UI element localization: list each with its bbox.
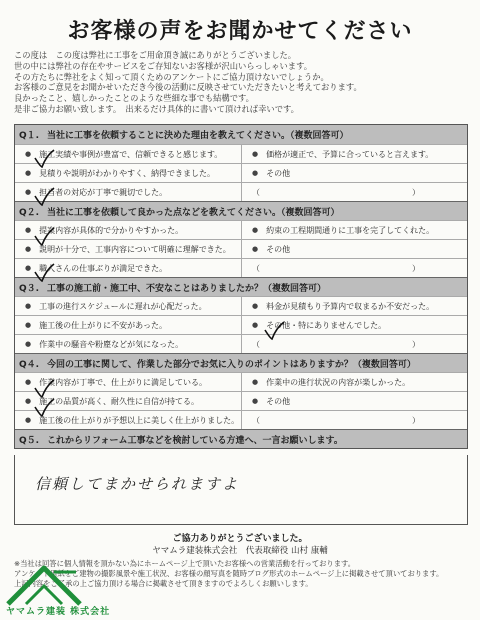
question-text: 工事の施工前・施工中、不安なことはありましたか？（複数回答可）: [47, 283, 327, 294]
option-label: 説明が十分で、工事内容について明確に理解できた。: [39, 244, 231, 254]
option-bullet-icon: ●: [25, 416, 32, 424]
intro-line: お客様のご意見をお聞かせいただき今後の活動に反映させていただきたいと考えております。: [14, 82, 362, 93]
option-checkbox[interactable]: [15, 164, 241, 182]
option-bullet-icon: ●: [25, 302, 32, 310]
option-label: 担当者の対応が丁寧で親切でした。: [39, 187, 168, 197]
thanks-message: ご協力ありがとうございました。: [172, 534, 308, 544]
option-label: 価格が適正で、予算に合っていると言えます。: [266, 149, 434, 159]
option-label: 工事の進行スケジュールに遅れが心配だった。: [39, 301, 207, 311]
option-bullet-icon: ●: [25, 150, 32, 158]
option-checkbox[interactable]: [15, 259, 241, 277]
question-number: Q２.: [19, 207, 40, 218]
other-input-field[interactable]: [241, 335, 467, 353]
footer-note-line: ※当社は回答に個人情報を頂かない為にホームページ上で頂いたお客様への営業活動を行っております。: [14, 559, 356, 568]
option-label: 料金が見積もり予算内で収まるか不安だった。: [266, 301, 435, 311]
intro-text: [14, 50, 434, 115]
footer-note-line: 上記内容をご了承の上ご協力頂ける場合に掲載させて頂きますのでよろしくお願いします。: [14, 579, 313, 588]
option-bullet-icon: ●: [252, 226, 259, 234]
option-bullet-icon: ●: [25, 397, 32, 405]
survey-title: お客様の声をお聞かせてください: [67, 19, 413, 44]
intro-line: その方たちに弊社をよく知って頂くためのアンケートにご協力頂けないでしょうか。: [14, 71, 329, 82]
option-row: [15, 372, 467, 391]
question-number: Q５.: [19, 435, 40, 446]
other-input-field[interactable]: [241, 411, 467, 429]
option-checkbox[interactable]: [15, 411, 241, 429]
option-label: その他: [266, 396, 291, 406]
other-input-parens: （ ）: [252, 187, 420, 197]
question-header-q1: [15, 125, 467, 144]
option-row: [15, 410, 467, 429]
option-checkbox[interactable]: [241, 240, 467, 258]
option-checkbox[interactable]: [15, 240, 241, 258]
question-header-q4: [15, 353, 467, 372]
option-bullet-icon: ●: [25, 378, 32, 386]
other-input-parens: （ ）: [252, 415, 420, 425]
option-row: [15, 239, 467, 258]
option-row: [15, 296, 467, 315]
option-checkbox[interactable]: [241, 392, 467, 410]
option-checkbox[interactable]: [241, 164, 467, 182]
option-row: [15, 163, 467, 182]
option-checkbox[interactable]: [15, 392, 241, 410]
question-text: 今回の工事に関して、作業した部分でお気に入りのポイントはありますか？（複数回答可）: [47, 359, 416, 370]
question-number: Q４.: [19, 359, 40, 370]
question-text: これからリフォーム工事などを検討している方達へ、一言お願いします。: [47, 435, 343, 446]
option-label: その他: [266, 244, 291, 254]
intro-line: この度は この度は弊社に工事をご用命頂き誠にありがとうございました。: [14, 50, 297, 60]
option-bullet-icon: ●: [252, 397, 259, 405]
option-checkbox[interactable]: [241, 316, 467, 334]
other-input-parens: （ ）: [252, 263, 420, 273]
option-label: 職人さんの仕事ぶりが満足できた。: [39, 263, 168, 273]
option-row: [15, 315, 467, 334]
other-input-field[interactable]: [241, 259, 467, 277]
option-bullet-icon: ●: [25, 340, 32, 348]
option-bullet-icon: ●: [25, 321, 32, 329]
option-bullet-icon: ●: [252, 245, 259, 253]
question-number: Q１.: [19, 131, 40, 141]
intro-line: 良かったこと、嬉しかったことのような些細な事でも結構です。: [14, 93, 254, 104]
option-checkbox[interactable]: [15, 335, 241, 353]
option-label: 作業中の進行状況の内容が楽しかった。: [266, 377, 411, 387]
option-bullet-icon: ●: [25, 226, 32, 234]
option-bullet-icon: ●: [252, 150, 259, 158]
option-label: 提案内容が具体的で分かりやすかった。: [39, 225, 184, 235]
question-text: 当社に工事を依頼して良かった点などを教えてください。（複数回答可）: [47, 207, 340, 218]
option-bullet-icon: ●: [252, 302, 259, 310]
option-bullet-icon: ●: [25, 264, 32, 272]
option-checkbox[interactable]: [15, 183, 241, 201]
handwritten-answer: 信頼してまかせられますよ: [35, 475, 240, 493]
option-checkbox[interactable]: [241, 145, 467, 163]
option-label: 見積りや説明がわかりやすく、納得できました。: [39, 168, 215, 178]
option-label: その他・特にありませんでした。: [266, 320, 387, 330]
question-number: Q３.: [19, 283, 40, 294]
option-bullet-icon: ●: [252, 169, 259, 177]
option-checkbox[interactable]: [241, 373, 467, 391]
question-header-q5: [15, 429, 467, 448]
company-signature: ヤマムラ建装株式会社 代表取締役 山村 康輔: [152, 546, 328, 556]
option-bullet-icon: ●: [25, 245, 32, 253]
option-label: 施工実績や事例が豊富で、信頼できると感じます。: [39, 149, 223, 159]
option-label: 約束の工程期間通りに工事を完了してくれた。: [266, 225, 435, 235]
option-row: [15, 391, 467, 410]
option-row: [15, 182, 467, 201]
intro-line: 世の中には弊社の存在やサービスをご存知ないお客様が沢山いらっしゃいます。: [14, 60, 313, 71]
option-checkbox[interactable]: [241, 221, 467, 239]
option-row: [15, 220, 467, 239]
option-row: [15, 334, 467, 353]
option-bullet-icon: ●: [25, 188, 32, 196]
option-bullet-icon: ●: [252, 378, 259, 386]
option-label: 作業内容が丁寧で、仕上がりに満足している。: [39, 377, 207, 387]
option-bullet-icon: ●: [25, 169, 32, 177]
option-checkbox[interactable]: [15, 145, 241, 163]
other-input-field[interactable]: [241, 183, 467, 201]
free-answer-box[interactable]: [14, 455, 468, 525]
option-checkbox[interactable]: [15, 373, 241, 391]
option-checkbox[interactable]: [15, 297, 241, 315]
option-row: [15, 258, 467, 277]
intro-line: 是非ご協力お願い致します。 出来るだけ具体的に書いて頂ければ幸いです。: [14, 103, 299, 114]
footer-note-line: アンケート用紙をご建物の撮影風景や施工状況、お客様の顔写真を随時ブログ形式のホームページ上に掲載させて頂いております。: [14, 569, 444, 578]
question-header-q3: [15, 277, 467, 296]
survey-table: [14, 124, 468, 449]
option-checkbox[interactable]: [241, 297, 467, 315]
option-checkbox[interactable]: [15, 316, 241, 334]
option-label: 施工後の仕上がりが予想以上に美しく仕上がりました。: [39, 415, 240, 425]
option-checkbox[interactable]: [15, 221, 241, 239]
option-row: [15, 144, 467, 163]
option-label: その他: [266, 168, 291, 178]
question-text: 当社に工事を依頼することに決めた理由を教えてください。（複数回答可）: [47, 131, 349, 141]
option-label: 施工の品質が高く、耐久性に自信が持てる。: [39, 396, 199, 406]
logo-text: ヤマムラ建装 株式会社: [6, 607, 111, 617]
option-label: 作業中の騒音や粉塵などが気になった。: [39, 339, 184, 349]
other-input-parens: （ ）: [252, 339, 420, 349]
option-label: 施工後の仕上がりに不安があった。: [39, 320, 168, 330]
option-bullet-icon: ●: [252, 321, 259, 329]
question-header-q2: [15, 201, 467, 220]
